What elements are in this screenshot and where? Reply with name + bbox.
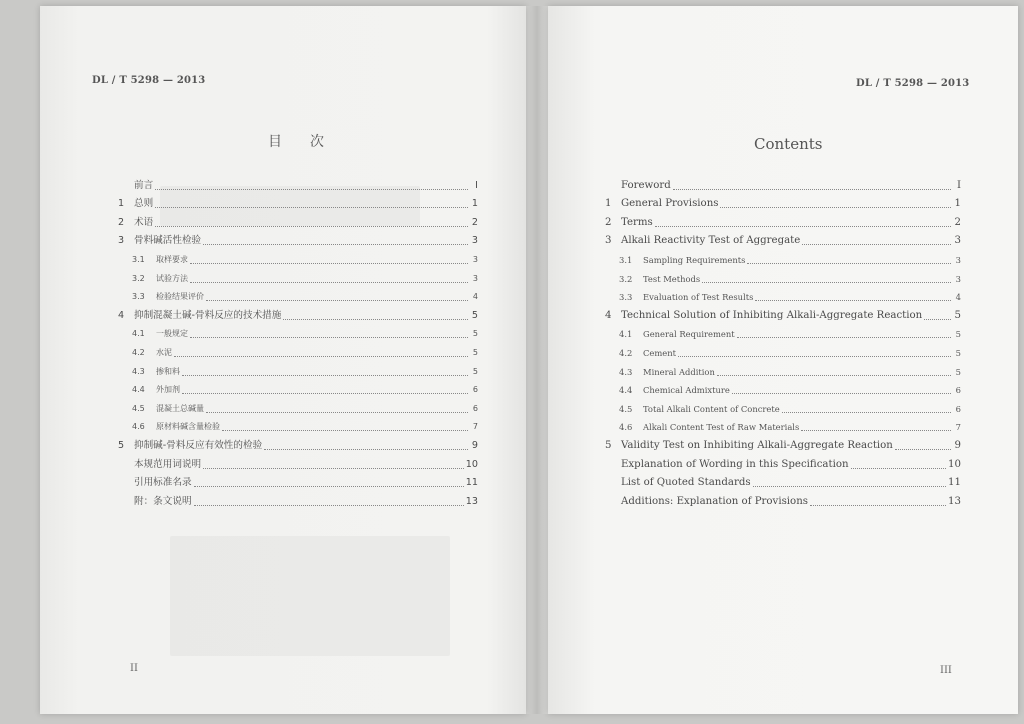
toc-entry-number: 1	[118, 198, 125, 210]
toc-entry-page: 6	[472, 385, 478, 395]
page-number: III	[940, 665, 952, 676]
toc-entry-number: 4.1	[132, 329, 145, 339]
toc-entry-number: 4.1	[619, 329, 633, 340]
dot-leader	[732, 392, 951, 394]
toc-entry-number: 4.3	[619, 366, 633, 377]
toc-entry-page: 3	[472, 254, 478, 264]
toc-entry-page: 5	[471, 309, 478, 321]
toc-entry-page: 4	[955, 292, 961, 303]
dot-leader	[655, 225, 951, 227]
toc-entry-label: 骨料碱活性检验	[134, 235, 202, 247]
toc-entry	[118, 397, 478, 416]
toc-entry	[118, 211, 478, 230]
dot-leader	[895, 448, 951, 450]
toc-entry-label: Validity Test on Inhibiting Alkali-Aggregate Reaction	[621, 439, 893, 451]
dot-leader	[801, 429, 951, 431]
dot-leader	[190, 336, 468, 338]
dot-leader	[203, 243, 468, 245]
toc-entry-number: 4.4	[132, 385, 145, 395]
toc-entry-label: Alkali Reactivity Test of Aggregate	[621, 235, 801, 247]
dot-leader	[747, 262, 951, 264]
toc-entry	[605, 211, 961, 230]
dot-leader	[194, 485, 464, 487]
toc-entry-number: 4.5	[132, 403, 145, 413]
toc-entry-number: 5	[118, 439, 125, 451]
table-of-contents	[118, 174, 478, 509]
toc-entry-page: 7	[955, 422, 961, 433]
toc-entry	[605, 453, 961, 472]
toc-entry-label: 前言	[134, 179, 154, 191]
toc-entry-page: 5	[472, 347, 478, 357]
toc-entry-page: 2	[954, 216, 961, 228]
toc-entry-label: 引用标准名录	[134, 477, 192, 489]
toc-entry-page: 5	[472, 329, 478, 339]
dot-leader	[678, 355, 951, 357]
toc-entry-label: 抑制混凝土碱-骨料反应的技术措施	[134, 309, 282, 321]
toc-entry-page: 4	[472, 292, 478, 302]
toc-entry-page: 10	[948, 458, 961, 470]
toc-entry-label: 附：条文说明	[134, 495, 192, 507]
dot-leader	[190, 281, 468, 283]
dot-leader	[924, 318, 951, 320]
toc-entry-page: 5	[955, 329, 961, 340]
toc-entry	[605, 379, 961, 398]
toc-entry-page: 5	[954, 309, 961, 321]
toc-entry-label: Chemical Admixture	[643, 385, 730, 396]
dot-leader	[222, 429, 468, 431]
dot-leader	[264, 448, 468, 450]
toc-entry-number: 4.4	[619, 385, 633, 396]
toc-entry	[605, 230, 961, 249]
toc-entry	[605, 360, 961, 379]
toc-entry-page: 6	[955, 403, 961, 414]
dot-leader	[851, 467, 946, 469]
toc-entry-page: 1	[471, 198, 478, 210]
toc-entry-page: 6	[472, 403, 478, 413]
toc-entry-number: 4.3	[132, 366, 145, 376]
toc-entry-number: 3	[605, 235, 612, 247]
toc-entry	[605, 490, 961, 509]
dot-leader	[182, 374, 468, 376]
toc-entry-number: 3	[118, 235, 125, 247]
toc-entry	[118, 379, 478, 398]
toc-entry-page: Ⅰ	[956, 179, 961, 191]
toc-title: Contents	[754, 135, 823, 153]
right-page	[548, 6, 1018, 714]
toc-entry-page: 13	[465, 495, 478, 507]
dot-leader	[283, 318, 468, 320]
dot-leader	[155, 206, 468, 208]
dot-leader	[206, 411, 468, 413]
toc-entry-label: 原材料碱含量检验	[156, 422, 220, 432]
toc-entry	[118, 341, 478, 360]
toc-entry-page: 1	[954, 198, 961, 210]
toc-entry-label: List of Quoted Standards	[621, 477, 751, 489]
toc-entry	[118, 360, 478, 379]
dot-leader	[194, 504, 464, 506]
dot-leader	[810, 504, 946, 506]
toc-entry-page: 3	[954, 235, 961, 247]
toc-entry	[605, 193, 961, 212]
toc-entry-number: 4.2	[619, 347, 633, 358]
toc-entry	[118, 193, 478, 212]
toc-entry	[118, 286, 478, 305]
toc-entry-page: 11	[948, 477, 961, 489]
toc-entry	[605, 323, 961, 342]
toc-entry	[605, 267, 961, 286]
toc-entry-page: 2	[471, 216, 478, 228]
toc-entry-page: 3	[955, 254, 961, 265]
toc-entry-label: 水泥	[156, 347, 172, 357]
toc-entry-number: 4.6	[619, 422, 633, 433]
toc-entry-number: 3.1	[619, 254, 633, 265]
dot-leader	[753, 485, 946, 487]
toc-entry-page: 5	[955, 366, 961, 377]
dot-leader	[182, 392, 468, 394]
toc-entry-label: 一般规定	[156, 329, 188, 339]
toc-entry	[605, 416, 961, 435]
toc-entry-number: 5	[605, 439, 612, 451]
toc-entry-label: 试验方法	[156, 273, 188, 283]
toc-entry-label: Technical Solution of Inhibiting Alkali-Aggregate Reaction	[621, 309, 923, 321]
toc-entry-number: 3.2	[132, 273, 145, 283]
toc-entry	[118, 304, 478, 323]
dot-leader	[755, 299, 951, 301]
toc-entry-label: General Provisions	[621, 198, 719, 210]
toc-entry	[605, 248, 961, 267]
toc-entry-label: 术语	[134, 216, 154, 228]
toc-entry	[118, 267, 478, 286]
toc-entry	[118, 230, 478, 249]
dot-leader	[782, 411, 951, 413]
toc-entry	[605, 472, 961, 491]
dot-leader	[702, 281, 951, 283]
toc-entry-label: 抑制碱-骨料反应有效性的检验	[134, 439, 263, 451]
dot-leader	[673, 188, 951, 190]
toc-entry-number: 1	[605, 198, 612, 210]
toc-entry-label: 掺和料	[156, 366, 180, 376]
toc-entry-label: Evaluation of Test Results	[643, 292, 754, 303]
toc-entry-number: 3.3	[132, 292, 145, 302]
standard-code: DL / T 5298 — 2013	[856, 78, 970, 89]
toc-entry	[118, 453, 478, 472]
toc-entry	[605, 286, 961, 305]
dot-leader	[174, 355, 468, 357]
toc-entry-number: 3.2	[619, 273, 633, 284]
toc-entry-page: 5	[472, 366, 478, 376]
toc-entry	[118, 416, 478, 435]
toc-entry-label: Additions: Explanation of Provisions	[621, 495, 808, 507]
toc-entry-label: Foreword	[621, 179, 671, 191]
toc-entry-label: 外加剂	[156, 385, 180, 395]
toc-entry	[605, 434, 961, 453]
toc-entry-label: Total Alkali Content of Concrete	[643, 403, 780, 414]
book-gutter	[526, 6, 548, 714]
toc-entry-label: Terms	[621, 216, 653, 228]
dot-leader	[155, 225, 468, 227]
toc-entry-page: 3	[955, 273, 961, 284]
toc-entry-label: Sampling Requirements	[643, 254, 746, 265]
toc-entry-number: 4	[118, 309, 125, 321]
toc-entry-number: 4	[605, 309, 612, 321]
toc-entry-label: 总则	[134, 198, 154, 210]
dot-leader	[802, 243, 951, 245]
toc-entry	[605, 304, 961, 323]
dot-leader	[717, 374, 951, 376]
dot-leader	[190, 262, 468, 264]
toc-entry-label: Cement	[643, 347, 677, 358]
toc-entry	[118, 174, 478, 193]
toc-entry-page: 9	[954, 439, 961, 451]
toc-entry-page: 13	[948, 495, 961, 507]
toc-entry-page: 10	[465, 458, 478, 470]
toc-entry-label: 本规范用词说明	[134, 458, 202, 470]
dot-leader	[737, 336, 951, 338]
toc-entry	[605, 397, 961, 416]
toc-entry-label: 检验结果评价	[156, 292, 204, 302]
toc-entry-page: 3	[471, 235, 478, 247]
standard-code: DL / T 5298 — 2013	[92, 75, 206, 86]
page-number: II	[130, 663, 138, 674]
toc-entry	[605, 174, 961, 193]
toc-entry-label: 取样要求	[156, 254, 188, 264]
toc-entry-label: 混凝土总碱量	[156, 403, 204, 413]
toc-entry-page: 5	[955, 347, 961, 358]
toc-entry-label: Test Methods	[643, 273, 701, 284]
toc-entry-label: General Requirement	[643, 329, 735, 340]
dot-leader	[203, 467, 464, 469]
toc-entry-page: 6	[955, 385, 961, 396]
toc-entry-page: 3	[472, 273, 478, 283]
toc-entry-page: 7	[472, 422, 478, 432]
dot-leader	[206, 299, 468, 301]
toc-entry	[605, 341, 961, 360]
toc-entry-label: Explanation of Wording in this Specification	[621, 458, 849, 470]
dot-leader	[155, 188, 468, 190]
toc-entry-label: Alkali Content Test of Raw Materials	[643, 422, 800, 433]
toc-entry-number: 4.5	[619, 403, 633, 414]
toc-entry-number: 4.2	[132, 347, 145, 357]
toc-entry-label: Mineral Addition	[643, 366, 715, 377]
toc-entry-number: 2	[118, 216, 125, 228]
toc-entry-number: 4.6	[132, 422, 145, 432]
toc-entry	[118, 472, 478, 491]
toc-entry-number: 3.3	[619, 292, 633, 303]
left-page	[40, 6, 526, 714]
table-of-contents	[605, 174, 961, 509]
toc-entry-page: 9	[471, 439, 478, 451]
toc-entry-number: 3.1	[132, 254, 145, 264]
toc-entry	[118, 323, 478, 342]
toc-entry	[118, 248, 478, 267]
toc-title: 目 次	[268, 134, 324, 150]
dot-leader	[720, 206, 951, 208]
toc-entry-page: Ⅰ	[475, 179, 478, 191]
toc-entry	[118, 490, 478, 509]
toc-entry-number: 2	[605, 216, 612, 228]
toc-entry	[118, 434, 478, 453]
toc-entry-page: 11	[465, 477, 478, 489]
bleed-through	[170, 536, 450, 656]
